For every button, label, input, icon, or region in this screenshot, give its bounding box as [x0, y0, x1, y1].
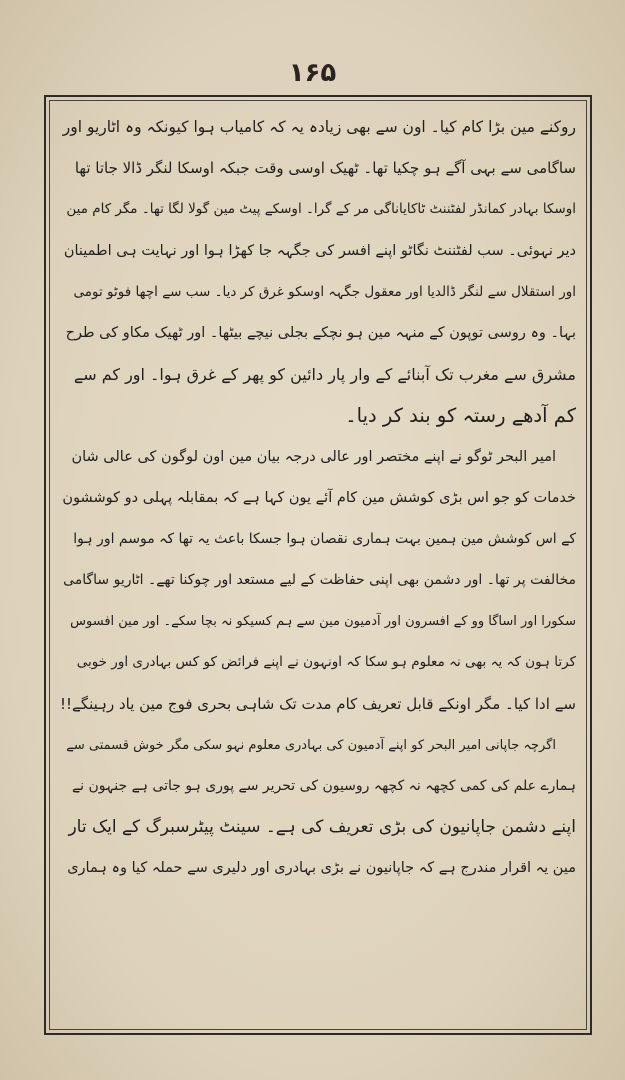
text-line: کم آدھے رستہ کو بند کر دیا۔	[345, 404, 576, 428]
body-text	[60, 107, 576, 1023]
text-line: خدمات کو جو اس بڑی کوشش مین کام آئے یون کہا ہے کہ بمقابلہ پہلی دو کوششون	[62, 489, 576, 506]
text-line: بہا۔ وہ روسی توپون کے منہہ مین ہو نچکے بجلی نیچے بیٹھا۔ اور ٹھیک مکاو کی طرح	[65, 324, 576, 341]
paragraph-start-line: امیر البحر ٹوگو نے اپنے مختصر اور عالی درجہ بیان مین اون لوگون کی عالی شان	[71, 448, 556, 465]
text-line: اوسکا بہادر کمانڈر لفٹننٹ ٹاکایاناگی مر کے گرا۔ اوسکے پیٹ مین گولا لگا تھا۔ مگر کام مین	[66, 201, 576, 218]
paragraph-start-line: اگرچہ جاپانی امیر البحر کو اپنے آدمیون کی بہادری معلوم نہو سکی مگر خوش قسمتی سے	[66, 737, 556, 753]
text-line: مین یہ اقرار مندرج ہے کہ جاپانیون نے بڑی بہادری اور دلیری سے حملہ کیا وہ ہماری	[67, 860, 576, 877]
text-line: کے اس کوشش مین ہمین بہت ہماری نقصان ہوا جسکا باعث یہ تھا کہ موسم اور ہوا	[73, 530, 576, 547]
text-line: ساگامی سے بہی آگے ہو چکیا تھا۔ ٹھیک اوسی وقت جبکہ اوسکا لنگر ڈالا جاتا تھا	[74, 159, 576, 178]
text-line: مخالفت پر تھا۔ اور دشمن بھی اپنی حفاظت کے لیے مستعد اور چوکنا تھے۔ اٹاریو ساگامی	[63, 572, 576, 589]
text-line: سکورا اور اساگا وو کے افسرون اور آدمیون مین سے ہم کسیکو نہ بچا سکے۔ اور مین افسوس	[70, 614, 576, 630]
text-line: سے ادا کیا۔ مگر اونکے قابل تعریف کام مدت تک شاہی بحری فوج مین یاد رہینگے!!	[60, 694, 576, 713]
text-line: اور استقلال سے لنگر ڈالدیا اور معقول جگہہ اوسکو غرق کر دیا۔ سب سے اچھا فوٹو تومی	[73, 283, 576, 300]
text-line: اپنے دشمن جاپانیون کی بڑی تعریف کی ہے۔ سینٹ پیٹرسبرگ کے ایک تار	[68, 817, 576, 838]
text-line: مشرق سے مغرب تک آبنائے کے وار پار دائین کو پھر کے غرق ہوا۔ اور کم سے	[73, 365, 576, 385]
text-line: دیر نہوئی۔ سب لفٹننٹ نگاٹو اپنے افسر کی جگہہ جا کھڑا ہوا اور نہایت ہی اطمینان	[63, 242, 576, 259]
text-frame	[44, 95, 592, 1035]
text-line: کرتا ہون کہ یہ بھی نہ معلوم ہو سکا کہ اونہون نے اپنے فرائض کو کس بہادری اور خوبی	[76, 654, 576, 671]
text-line: ہمارے علم کی کمی کچھہ نہ کچھہ روسیون کی تحریر سے پوری ہو جاتی ہے جنہون نے	[71, 778, 576, 794]
page-number: ۱۶۵	[288, 58, 337, 88]
text-line: روکنے مین بڑا کام کیا۔ اون سے بھی زیادہ یہ کہ کامیاب ہوا کیونکہ وہ اٹاریو اور	[62, 118, 576, 136]
